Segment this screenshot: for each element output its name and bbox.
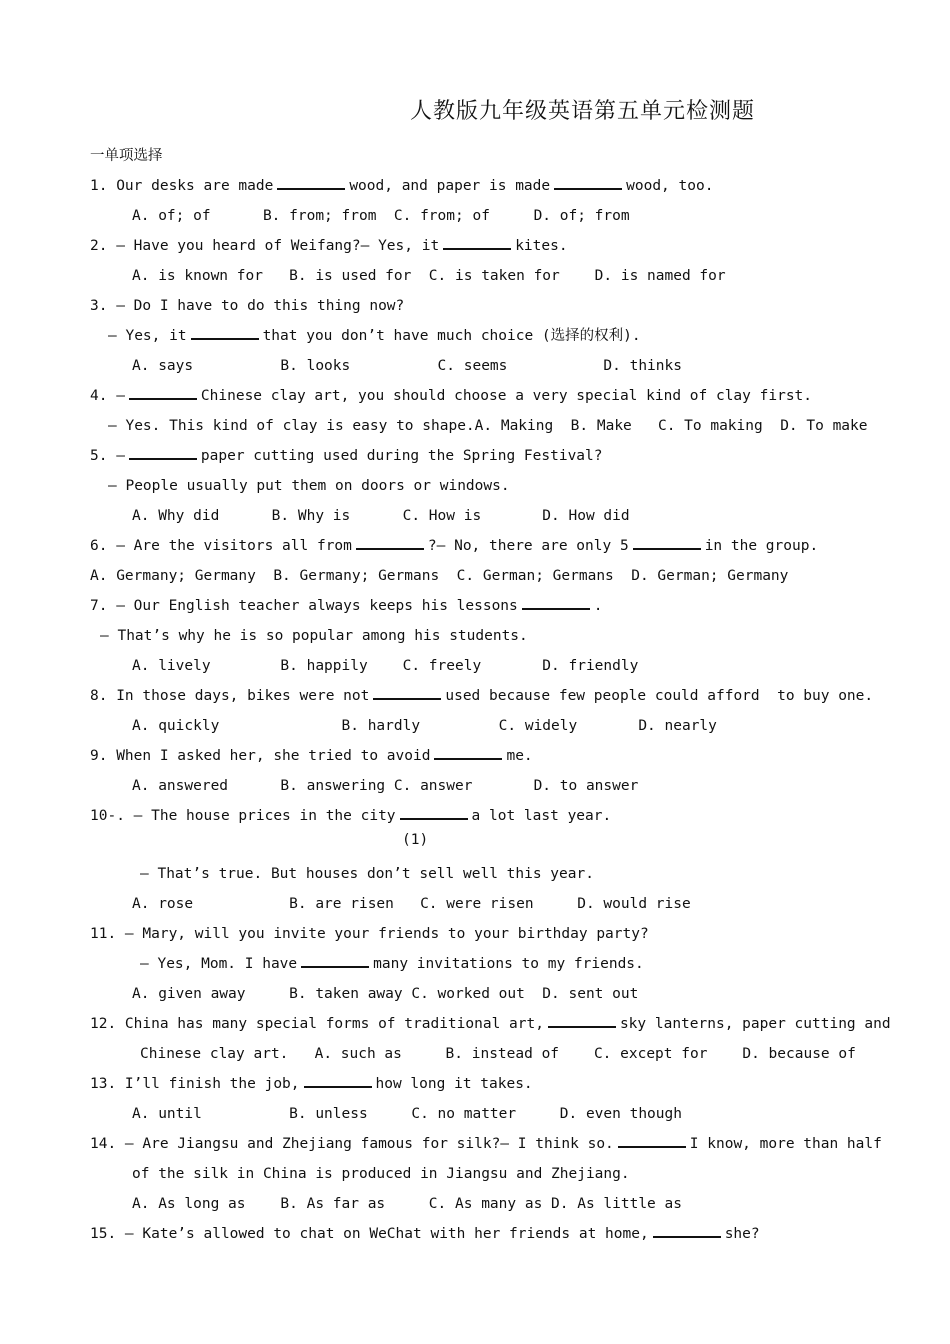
answer-blank (301, 954, 369, 968)
question-11: 11. — Mary, will you invite your friends to your birthday party? (90, 926, 649, 942)
question-4-reply: — Yes. This kind of clay is easy to shape.A. Making B. Make C. To making D. To make (108, 418, 868, 434)
answer-blank (633, 536, 701, 550)
question-12: 12. China has many special forms of traditional art, sky lanterns, paper cutting and (90, 1016, 891, 1032)
question-5: 5. — paper cutting used during the Spring Festival? (90, 448, 603, 464)
answer-blank (522, 596, 590, 610)
question-14: 14. — Are Jiangsu and Zhejiang famous for silk?— I think so. I know, more than half (90, 1136, 882, 1152)
answer-blank (129, 446, 197, 460)
question-6-options: A. Germany; Germany B. Germany; Germans C. German; Germans D. German; Germany (90, 568, 789, 584)
question-6: 6. — Are the visitors all from ?— No, there are only 5 in the group. (90, 538, 819, 554)
section-heading: 一单项选择 (90, 148, 163, 164)
question-2-options: A. is known for B. is used for C. is taken for D. is named for (132, 268, 726, 284)
question-8: 8. In those days, bikes were not used because few people could afford to buy one. (90, 688, 874, 704)
question-11-reply: — Yes, Mom. I have many invitations to my friends. (140, 956, 644, 972)
question-2: 2. — Have you heard of Weifang?— Yes, it kites. (90, 238, 568, 254)
answer-blank (434, 746, 502, 760)
answer-blank (129, 386, 197, 400)
question-10-reply: — That’s true. But houses don’t sell well this year. (140, 866, 594, 882)
answer-blank (554, 176, 622, 190)
answer-blank (548, 1014, 616, 1028)
question-3-reply: — Yes, it that you don’t have much choice (选择的权利). (108, 328, 641, 344)
answer-blank (400, 806, 468, 820)
question-3-options: A. says B. looks C. seems D. thinks (132, 358, 682, 374)
answer-blank (443, 236, 511, 250)
question-15: 15. — Kate’s allowed to chat on WeChat with her friends at home, she? (90, 1226, 760, 1242)
question-14-options: A. As long as B. As far as C. As many as D. As little as (132, 1196, 682, 1212)
question-10-options: A. rose B. are risen C. were risen D. would rise (132, 896, 691, 912)
question-11-options: A. given away B. taken away C. worked out D. sent out (132, 986, 639, 1002)
question-3: 3. — Do I have to do this thing now? (90, 298, 405, 314)
answer-blank (277, 176, 345, 190)
answer-blank (304, 1074, 372, 1088)
question-9-options: A. answered B. answering C. answer D. to answer (132, 778, 639, 794)
answer-blank (356, 536, 424, 550)
question-7-reply: — That’s why he is so popular among his students. (100, 628, 528, 644)
document-title: 人教版九年级英语第五单元检测题 (409, 99, 755, 124)
question-7-options: A. lively B. happily C. freely D. friendly (132, 658, 639, 674)
question-1-options: A. of; of B. from; from C. from; of D. of; from (132, 208, 630, 224)
question-4: 4. — Chinese clay art, you should choose a very special kind of clay first. (90, 388, 813, 404)
question-9: 9. When I asked her, she tried to avoid me. (90, 748, 533, 764)
question-12-options: Chinese clay art. A. such as B. instead of C. except for D. because of (140, 1046, 856, 1062)
answer-blank (191, 326, 259, 340)
answer-blank (373, 686, 441, 700)
question-5-options: A. Why did B. Why is C. How is D. How did (132, 508, 630, 524)
question-10: 10-. — The house prices in the city a lot last year. (90, 808, 612, 824)
question-13: 13. I’ll finish the job, how long it takes. (90, 1076, 533, 1092)
answer-blank (618, 1134, 686, 1148)
question-14-continuation: of the silk in China is produced in Jiangsu and Zhejiang. (132, 1166, 630, 1182)
question-13-options: A. until B. unless C. no matter D. even though (132, 1106, 682, 1122)
page-number: (1) (402, 832, 429, 848)
question-5-reply: — People usually put them on doors or windows. (108, 478, 510, 494)
question-7: 7. — Our English teacher always keeps his lessons . (90, 598, 603, 614)
answer-blank (653, 1224, 721, 1238)
question-8-options: A. quickly B. hardly C. widely D. nearly (132, 718, 717, 734)
question-1: 1. Our desks are made wood, and paper is made wood, too. (90, 178, 714, 194)
